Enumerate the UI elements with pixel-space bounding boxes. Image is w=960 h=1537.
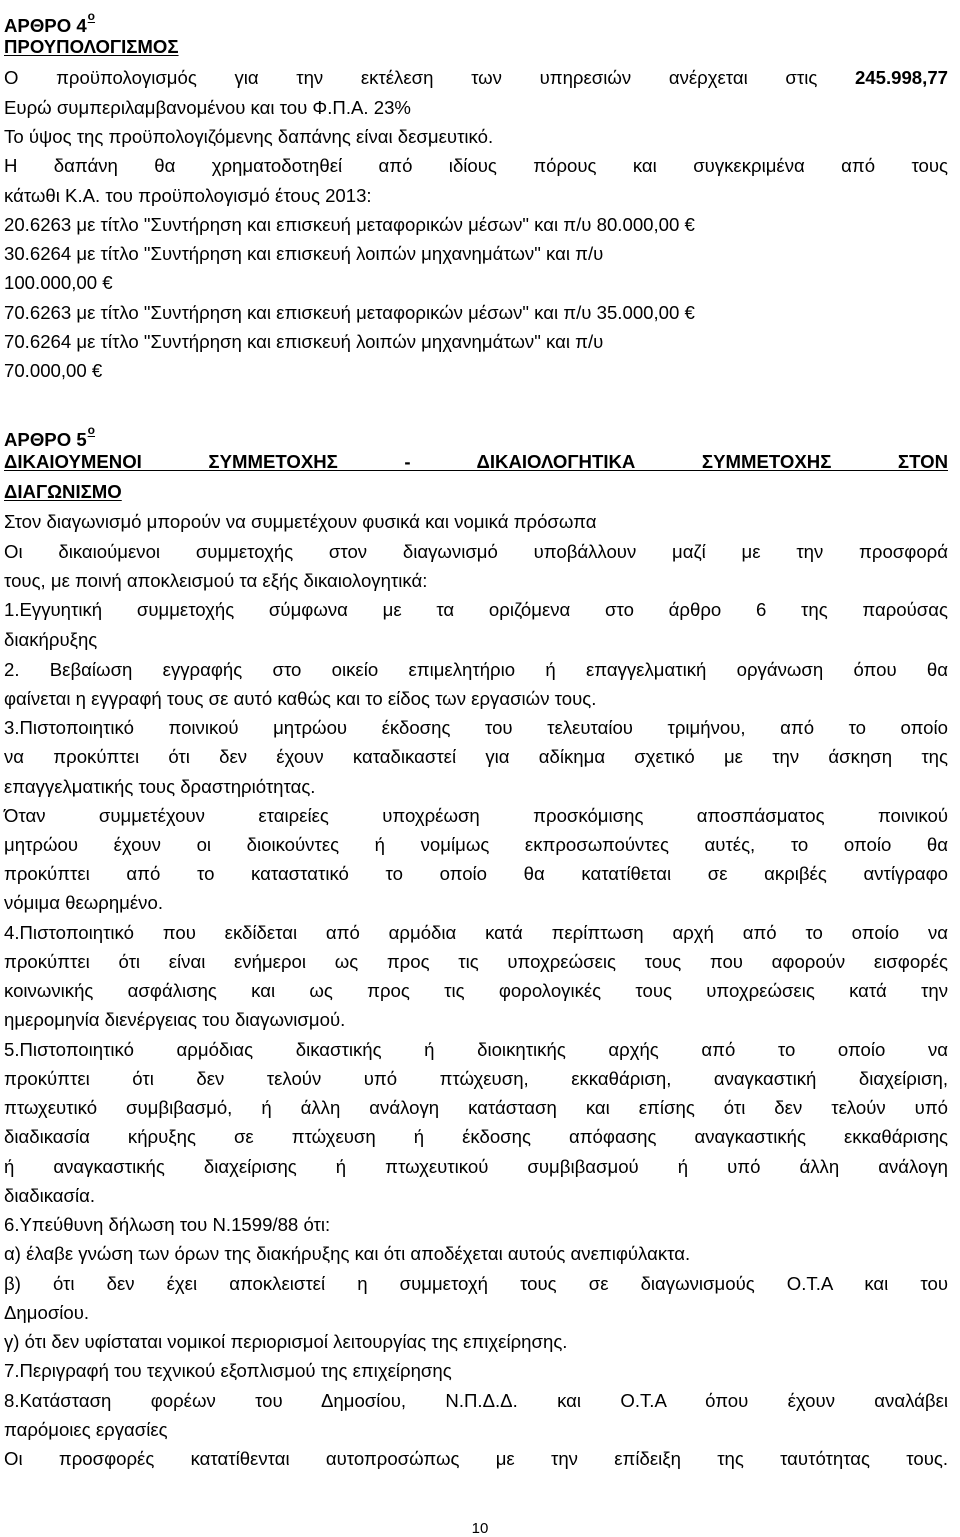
article-5-line-33: Οι προσφορές κατατίθενται αυτοπροσώπως με την επίδειξη της ταυτότητας τους. — [4, 1448, 948, 1469]
article-5-line-31: 8.Κατάσταση φορέων του Δημοσίου, Ν.Π.Δ.Δ. και Ο.Τ.Α όπου έχουν αναλάβει — [4, 1390, 948, 1411]
article-4-heading-sup: ο — [87, 9, 96, 23]
article-4-line-10: 70.6264 με τίτλο "Συντήρηση και επισκευή λοιπών μηχανημάτων" και π/υ — [4, 331, 604, 352]
article-4-line-8: 100.000,00 € — [4, 272, 113, 293]
article-5-line-19: 5.Πιστοποιητικό αρμόδιας δικαστικής ή διοικητικής αρχής από το οποίο να — [4, 1039, 948, 1060]
article-4-subheading: ΠΡΟΥΠΟΛΟΓΙΣΜΟΣ — [4, 36, 179, 57]
article-5-line-15: 4.Πιστοποιητικό που εκδίδεται από αρμόδια κατά περίπτωση αρχή από το οποίο να — [4, 922, 948, 943]
article-5-heading — [4, 419, 95, 451]
article-5-title-line-2: ΔΙΑΓΩΝΙΣΜΟ — [4, 481, 122, 502]
article-5-line-14: νόμιμα θεωρημένο. — [4, 892, 163, 913]
article-5-heading-sup: ο — [87, 423, 96, 437]
article-5-line-20: προκύπτει ότι δεν τελούν υπό πτώχευση, εκκαθάριση, αναγκαστική διαχείριση, — [4, 1068, 948, 1089]
article-5-line-11: Όταν συμμετέχουν εταιρείες υποχρέωση προσκόμισης αποσπάσματος ποινικού — [4, 805, 948, 826]
article-5-line-12: μητρώου έχουν οι διοικούντες ή νομίμως εκπροσωπούντες αυτές, το οποίο θα — [4, 834, 948, 855]
article-5-line-13: προκύπτει από το καταστατικό το οποίο θα κατατίθεται σε ακριβές αντίγραφο — [4, 863, 948, 884]
article-5-line-2: Οι δικαιούμενοι συμμετοχής στον διαγωνισμό υποβάλλουν μαζί με την προσφορά — [4, 541, 948, 562]
budget-amount: 245.998,77 — [854, 67, 948, 88]
article-5-line-4: 1.Εγγυητική συμμετοχής σύμφωνα με τα οριζόμενα στο άρθρο 6 της παρούσας — [4, 599, 948, 620]
article-5-line-27: β) ότι δεν έχει αποκλειστεί η συμμετοχή τους σε διαγωνισμούς Ο.Τ.Α και του — [4, 1273, 948, 1294]
article-4-line-6: 20.6263 με τίτλο "Συντήρηση και επισκευή μεταφορικών μέσων" και π/υ 80.000,00 € — [4, 214, 695, 235]
article-5-line-7: φαίνεται η εγγραφή τους σε αυτό καθώς και το είδος των εργασιών τους. — [4, 688, 597, 709]
article-4-line-11: 70.000,00 € — [4, 360, 103, 381]
article-5-line-8: 3.Πιστοποιητικό ποινικού μητρώου έκδοσης του τελευταίου τριμήνου, από το οποίο — [4, 717, 948, 738]
article-5-line-9: να προκύπτει ότι δεν έχουν καταδικαστεί για αδίκημα σχετικό με την άσκηση της — [4, 746, 948, 767]
article-5-line-23: ή αναγκαστικής διαχείρισης ή πτωχευτικού συμβιβασμού ή υπό άλλη ανάλογη — [4, 1156, 948, 1177]
article-4-line-9: 70.6263 με τίτλο "Συντήρηση και επισκευή μεταφορικών μέσων" και π/υ 35.000,00 € — [4, 302, 695, 323]
article-5-line-28: Δημοσίου. — [4, 1302, 90, 1323]
article-5-line-29: γ) ότι δεν υφίσταται νομικοί περιορισμοί λειτουργίας της επιχείρησης. — [4, 1331, 568, 1352]
article-5-line-30: 7.Περιγραφή του τεχνικού εξοπλισμού της επιχείρησης — [4, 1360, 452, 1381]
article-4-line-2: Ευρώ συμπεριλαμβανομένου και του Φ.Π.Α. 23% — [4, 97, 411, 118]
article-5-line-18: ημερομηνία διενέργειας του διαγωνισμού. — [4, 1009, 346, 1030]
article-4-line-3: Το ύψος της προϋπολογιζόμενης δαπάνης είναι δεσμευτικό. — [4, 126, 494, 147]
article-5-line-3: τους, με ποινή αποκλεισμού τα εξής δικαιολογητικά: — [4, 570, 428, 591]
article-4-line-1 — [4, 67, 948, 89]
article-5-title-line-1: ΔΙΚΑΙΟΥΜΕΝΟΙ ΣΥΜΜΕΤΟΧΗΣ - ΔΙΚΑΙΟΛΟΓΗΤΙΚΑ ΣΥΜΜΕΤΟΧΗΣ ΣΤΟΝ — [4, 451, 948, 472]
article-4-line-1-text: Ο προϋπολογισμός για την εκτέλεση των υπηρεσιών ανέρχεται στις — [4, 67, 818, 88]
article-5-line-25: 6.Υπεύθυνη δήλωση του Ν.1599/88 ότι: — [4, 1214, 331, 1235]
article-5-line-32: παρόμοιες εργασίες — [4, 1419, 168, 1440]
article-5-line-22: διαδικασία κήρυξης σε πτώχευση ή έκδοσης απόφασης αναγκαστικής εκκαθάρισης — [4, 1126, 948, 1147]
article-5-line-1: Στον διαγωνισμό μπορούν να συμμετέχουν φυσικά και νομικά πρόσωπα — [4, 511, 597, 532]
article-4-heading-text: ΑΡΘΡΟ 4 — [4, 15, 87, 36]
article-5-line-16: προκύπτει ότι είναι ενήμεροι ως προς τις υποχρεώσεις τους που αφορούν εισφορές — [4, 951, 948, 972]
article-5-line-26: α) έλαβε γνώση των όρων της διακήρυξης και ότι αποδέχεται αυτούς ανεπιφύλακτα. — [4, 1243, 691, 1264]
article-5-line-5: διακήρυξης — [4, 629, 98, 650]
article-5-line-24: διαδικασία. — [4, 1185, 96, 1206]
article-5-line-17: κοινωνικής ασφάλισης και ως προς τις φορολογικές τους υποχρεώσεις κατά την — [4, 980, 948, 1001]
article-5-line-21: πτωχευτικό συμβιβασμό, ή άλλη ανάλογη κατάσταση και επίσης ότι δεν τελούν υπό — [4, 1097, 948, 1118]
article-4-line-7: 30.6264 με τίτλο "Συντήρηση και επισκευή λοιπών μηχανημάτων" και π/υ — [4, 243, 604, 264]
article-5-line-10: επαγγελματικής τους δραστηριότητας. — [4, 776, 316, 797]
page-number: 10 — [471, 1520, 489, 1537]
article-5-heading-text: ΑΡΘΡΟ 5 — [4, 429, 87, 450]
article-4-line-5: κάτωθι Κ.Α. του προϋπολογισμό έτους 2013: — [4, 185, 372, 206]
article-4-line-4: Η δαπάνη θα χρηματοδοτηθεί από ιδίους πόρους και συγκεκριμένα από τους — [4, 155, 948, 176]
article-4-heading — [4, 5, 95, 37]
article-5-line-6: 2. Βεβαίωση εγγραφής στο οικείο επιμελητήριο ή επαγγελματική οργάνωση όπου θα — [4, 659, 948, 680]
